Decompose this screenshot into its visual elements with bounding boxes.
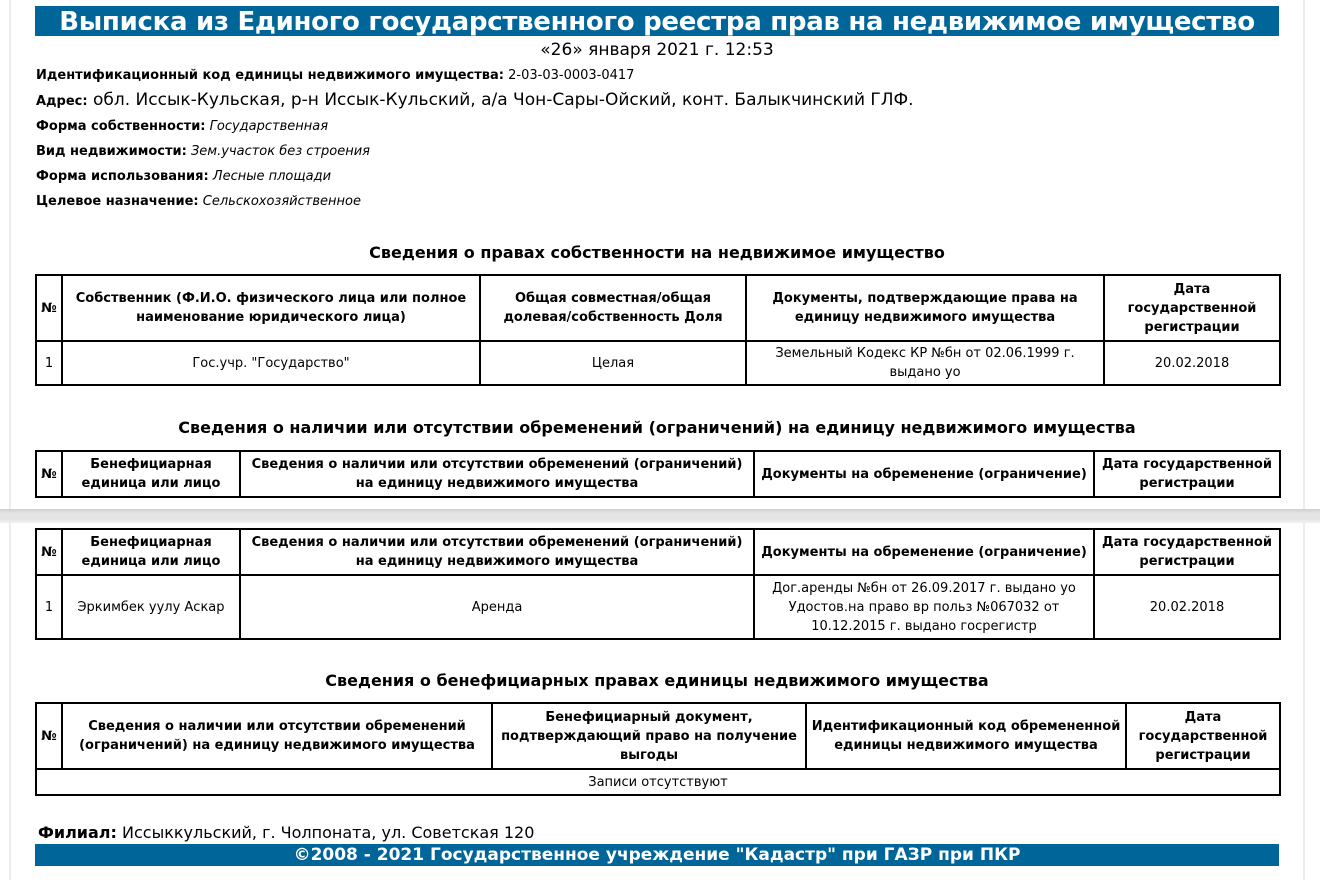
cell-date: 20.02.2018 <box>1094 575 1280 639</box>
field-label: Вид недвижимости: <box>36 144 187 159</box>
document-date: «26» января 2021 г. 12:53 <box>540 40 774 60</box>
field-value: Зем.участок без строения <box>190 144 370 159</box>
column-header: Собственник (Ф.И.О. физического лица или полное наименование юридического лица) <box>62 275 480 341</box>
beneficial-table <box>35 702 1281 796</box>
column-header: Общая совместная/общая долевая/собственность Доля <box>480 275 746 341</box>
column-header: Бенефициарная единица или лицо <box>62 451 240 497</box>
column-header: Сведения о наличии или отсутствии обременений (ограничений) на единицу недвижимого имущества <box>240 529 754 575</box>
column-header: Дата государственной регистрации <box>1094 529 1280 575</box>
field-value: Сельскохозяйственное <box>202 194 361 209</box>
field-address <box>36 91 914 111</box>
table-header-row <box>36 703 1280 769</box>
column-header: № <box>36 529 62 575</box>
page-right-edge <box>1303 0 1305 880</box>
page-break <box>0 509 1320 523</box>
filial-label: Филиал: <box>38 823 117 842</box>
field-label: Идентификационный код единицы недвижимого имущества: <box>36 68 504 83</box>
cell-beneficiary: Эркимбек уулу Аскар <box>62 575 240 639</box>
column-header: Бенефициарный документ, подтверждающий право на получение выгоды <box>492 703 806 769</box>
field-value: Лесные площади <box>212 169 332 184</box>
table-header-row <box>36 451 1280 497</box>
field-value: 2-03-03-0003-0417 <box>508 68 635 83</box>
column-header: Документы, подтверждающие права на единицу недвижимого имущества <box>746 275 1104 341</box>
cell-num: 1 <box>36 341 62 385</box>
field-label: Адрес: <box>36 94 88 109</box>
column-header: Сведения о наличии или отсутствии обременений (ограничений) на единицу недвижимого имущества <box>240 451 754 497</box>
page-left-edge <box>9 0 11 880</box>
field-value: обл. Иссык-Кульская, р-н Иссык-Кульский, а/а Чон-Сары-Ойский, конт. Балыкчинский ГЛФ. <box>93 90 914 110</box>
column-header: № <box>36 451 62 497</box>
column-header: Дата государственной регистрации <box>1104 275 1280 341</box>
field-label: Форма собственности: <box>36 119 206 134</box>
footer-copyright: ©2008 - 2021 Государственное учреждение "Кадастр" при ГАЗР при ПКР <box>35 844 1279 866</box>
document-title: Выписка из Единого государственного реестра прав на недвижимое имущество <box>35 6 1279 36</box>
table-row <box>36 575 1280 639</box>
column-header: Документы на обременение (ограничение) <box>754 451 1094 497</box>
cell-documents: Земельный Кодекс КР №бн от 02.06.1999 г. выдано уо <box>746 341 1104 385</box>
cell-num: 1 <box>36 575 62 639</box>
cell-date: 20.02.2018 <box>1104 341 1280 385</box>
filial-value: Иссыккульский, г. Чолпоната, ул. Советская 120 <box>122 823 535 842</box>
column-header: № <box>36 703 62 769</box>
footer-filial <box>38 822 534 844</box>
column-header: Идентификационный код обремененной единицы недвижимого имущества <box>806 703 1126 769</box>
table-header-row <box>36 529 1280 575</box>
field-usage-form <box>36 168 331 186</box>
field-value: Государственная <box>209 119 329 134</box>
ownership-section-title: Сведения о правах собственности на недвижимое имущество <box>369 243 945 262</box>
encumbrances-table-header-page1 <box>35 450 1281 498</box>
table-header-row <box>36 275 1280 341</box>
field-ownership-form <box>36 118 328 136</box>
table-row-empty <box>36 769 1280 795</box>
ownership-table <box>35 274 1281 386</box>
cell-documents: Дог.аренды №бн от 26.09.2017 г. выдано уо Удостов.на право вр польз №067032 от 10.12.2015 г. выдано госрегистр <box>754 575 1094 639</box>
field-label: Форма использования: <box>36 169 209 184</box>
column-header: № <box>36 275 62 341</box>
cell-info: Аренда <box>240 575 754 639</box>
table-row <box>36 341 1280 385</box>
beneficial-section-title: Сведения о бенефициарных правах единицы недвижимого имущества <box>325 671 989 690</box>
cell-share: Целая <box>480 341 746 385</box>
cell-owner: Гос.учр. "Государство" <box>62 341 480 385</box>
column-header: Сведения о наличии или отсутствии обременений (ограничений) на единицу недвижимого имущества <box>62 703 492 769</box>
column-header: Бенефициарная единица или лицо <box>62 529 240 575</box>
column-header: Дата государственной регистрации <box>1126 703 1280 769</box>
column-header: Документы на обременение (ограничение) <box>754 529 1094 575</box>
column-header: Дата государственной регистрации <box>1094 451 1280 497</box>
encumbrances-table <box>35 528 1281 640</box>
empty-records-message: Записи отсутствуют <box>36 769 1280 795</box>
field-id-code <box>36 67 634 85</box>
field-purpose <box>36 193 361 211</box>
field-label: Целевое назначение: <box>36 194 199 209</box>
encumbrances-section-title: Сведения о наличии или отсутствии обременений (ограничений) на единицу недвижимого имущества <box>178 418 1136 437</box>
field-property-type <box>36 143 370 161</box>
